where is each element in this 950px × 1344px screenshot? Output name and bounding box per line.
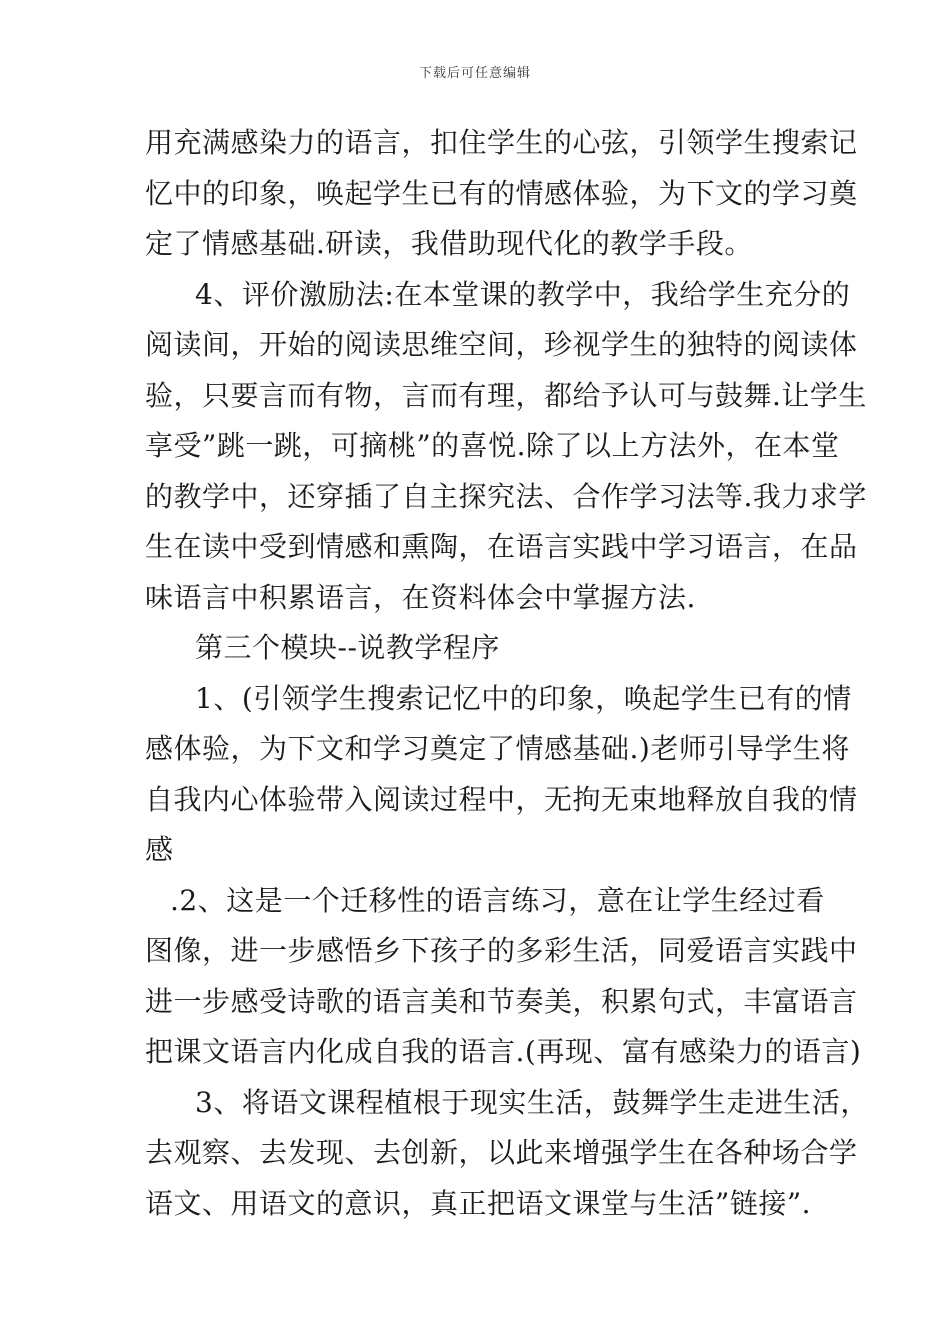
- text-line: 图像，进一步感悟乡下孩子的多彩生活，同爱语言实践中: [145, 934, 858, 967]
- text-line: 进一步感受诗歌的语言美和节奏美，积累句式，丰富语言: [145, 984, 858, 1018]
- text-line: 语文、用语文的意识，真正把语文课堂与生活”链接”.: [145, 1186, 812, 1220]
- text-line: 用充满感染力的语言，扣住学生的心弦，引领学生搜索记: [145, 126, 858, 159]
- text-line: 3、将语文课程植根于现实生活，鼓舞学生走进生活，: [195, 1085, 869, 1119]
- text-line: 阅读间，开始的阅读思维空间，珍视学生的独特的阅读体: [145, 328, 858, 361]
- text-line: 定了情感基础.研读，我借助现代化的教学手段。: [145, 227, 753, 260]
- text-line: 把课文语言内化成自我的语言.(再现、富有感染力的语言): [145, 1035, 862, 1068]
- section-heading: 第三个模块--说教学程序: [195, 631, 500, 664]
- text-line: 的教学中，还穿插了自主探究法、合作学习法等.我力求学: [145, 479, 867, 513]
- text-line: 验，只要言而有物，言而有理，都给予认可与鼓舞.让学生: [145, 378, 867, 412]
- text-line: .2、这是一个迁移性的语言练习，意在让学生经过看: [170, 883, 825, 917]
- text-line: 自我内心体验带入阅读过程中，无拘无束地释放自我的情: [145, 782, 858, 816]
- text-line: 享受”跳一跳，可摘桃”的喜悦.除了以上方法外，在本堂: [145, 429, 840, 462]
- text-line: 忆中的印象，唤起学生已有的情感体验，为下文的学习奠: [145, 176, 858, 210]
- text-line: 1、(引领学生搜索记忆中的印象，唤起学生已有的情: [195, 681, 852, 715]
- text-line: 感: [145, 833, 174, 866]
- page-header: 下载后可任意编辑: [418, 66, 531, 81]
- text-line: 去观察、去发现、去创新，以此来增强学生在各种场合学: [145, 1136, 858, 1169]
- text-line: 味语言中积累语言，在资料体会中掌握方法.: [145, 580, 696, 614]
- text-line: 生在读中受到情感和熏陶，在语言实践中学习语言，在品: [145, 530, 858, 563]
- text-line: 4、评价激励法:在本堂课的教学中，我给学生充分的: [195, 277, 851, 311]
- text-line: 感体验，为下文和学习奠定了情感基础.)老师引导学生将: [145, 732, 850, 765]
- document-body: [145, 126, 869, 1239]
